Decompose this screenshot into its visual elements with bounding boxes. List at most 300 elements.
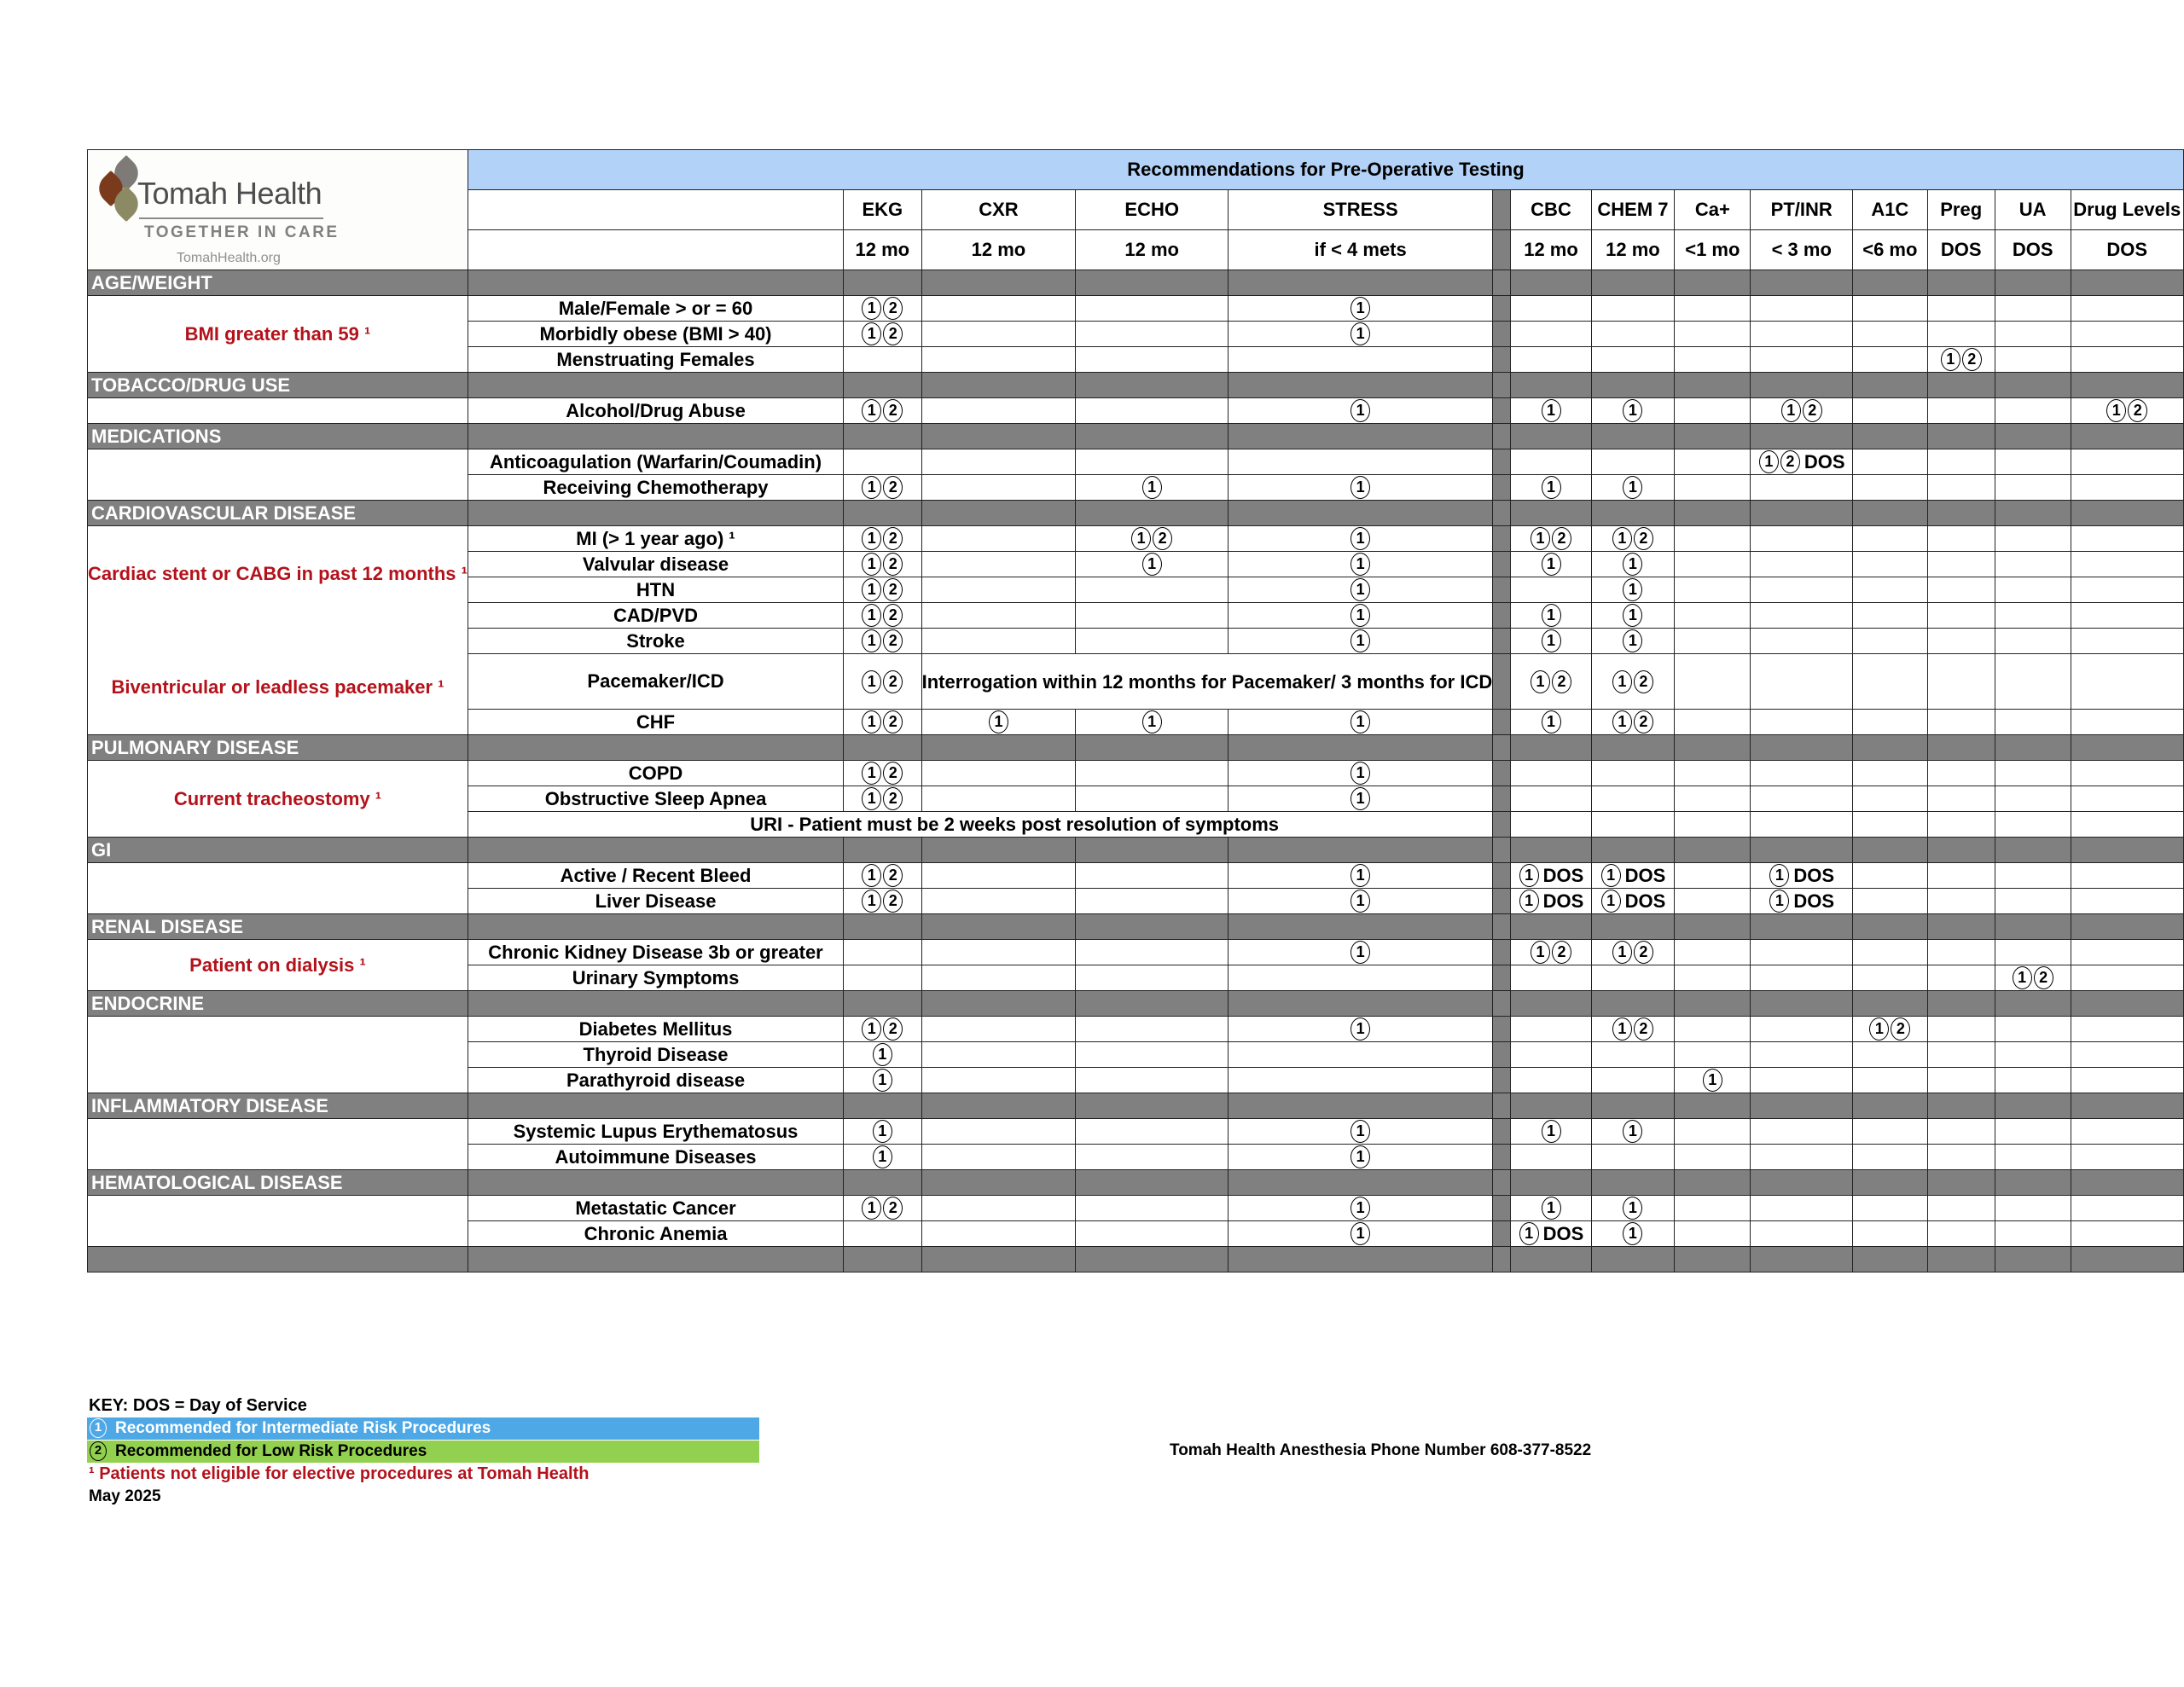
column-header-interval: 12 mo (921, 230, 1076, 270)
test-cell (1076, 449, 1228, 475)
section-fill (1493, 373, 1511, 398)
section-fill (1927, 424, 1995, 449)
test-cell (1591, 629, 1675, 654)
column-header-test: Preg (1927, 190, 1995, 230)
section-fill (1591, 735, 1675, 761)
circled-two-icon: 2 (883, 762, 903, 785)
section-fill (1076, 373, 1228, 398)
test-cell (1228, 786, 1493, 812)
anesthesia-phone: Tomah Health Anesthesia Phone Number 608-377-8522 (1170, 1441, 1592, 1459)
section-header-row (88, 373, 2184, 398)
test-cell (1076, 526, 1228, 552)
spacer-column (1493, 347, 1511, 373)
test-cell (1076, 761, 1228, 786)
circled-two-icon: 2 (883, 297, 903, 320)
tomah-health-logo (88, 150, 344, 270)
section-fill (2071, 914, 2184, 940)
test-cell (1076, 1196, 1228, 1221)
circled-one-icon: 1 (1350, 1222, 1370, 1245)
test-cell (2071, 296, 2184, 322)
test-cell (1995, 786, 2071, 812)
circled-one-icon: 1 (1142, 476, 1162, 499)
section-fill (921, 373, 1076, 398)
test-cell (1076, 629, 1228, 654)
section-fill (1591, 1170, 1675, 1196)
footer-fill (1591, 1247, 1675, 1272)
spacer-column (1493, 1119, 1511, 1145)
test-cell (844, 347, 922, 373)
circled-one-icon: 1 (1601, 890, 1621, 913)
section-fill (1511, 735, 1591, 761)
section-header-row (88, 1093, 2184, 1119)
test-cell (1995, 552, 2071, 577)
logo-cell (88, 150, 468, 270)
section-fill (1228, 424, 1493, 449)
section-fill (1493, 838, 1511, 863)
test-cell (1675, 398, 1751, 424)
test-cell (1927, 863, 1995, 889)
preop-testing-table (87, 149, 2184, 1272)
circled-one-icon: 1 (862, 762, 881, 785)
section-fill (1511, 501, 1591, 526)
logo-divider (139, 217, 323, 219)
section-fill (1493, 1170, 1511, 1196)
circled-one-icon: 1 (1519, 864, 1539, 887)
circled-one-icon: 1 (1131, 527, 1151, 550)
section-fill (1853, 735, 1927, 761)
test-cell (1675, 1196, 1751, 1221)
test-cell (1511, 322, 1591, 347)
test-cell (1511, 577, 1591, 603)
test-cell (1076, 940, 1228, 965)
spacer-column (1493, 965, 1511, 991)
section-fill (2071, 838, 2184, 863)
test-cell (1228, 1119, 1493, 1145)
dos-label: DOS (1542, 1222, 1584, 1244)
spacer-column (1493, 629, 1511, 654)
section-fill (1675, 991, 1751, 1017)
column-header-interval: DOS (1995, 230, 2071, 270)
circled-one-icon: 1 (1542, 1197, 1561, 1220)
test-cell (1076, 1119, 1228, 1145)
test-cell (1675, 1221, 1751, 1247)
circled-two-icon: 2 (1153, 527, 1172, 550)
test-cell (844, 629, 922, 654)
test-cell (1927, 654, 1995, 710)
circled-one-icon: 1 (862, 710, 881, 733)
circled-two-icon: 2 (1780, 450, 1800, 473)
section-fill (1853, 838, 1927, 863)
ineligible-notes (88, 296, 468, 373)
test-cell (1675, 1145, 1751, 1170)
section-fill (921, 1093, 1076, 1119)
test-cell (1675, 603, 1751, 629)
test-cell (1751, 1145, 1853, 1170)
circled-two-icon: 2 (2034, 966, 2053, 989)
section-title: ENDOCRINE (88, 991, 468, 1017)
test-cell (921, 526, 1076, 552)
section-fill (1927, 735, 1995, 761)
test-cell (1927, 1017, 1995, 1042)
test-cell (1591, 863, 1675, 889)
test-cell (1228, 965, 1493, 991)
test-cell (2071, 526, 2184, 552)
section-fill (921, 1170, 1076, 1196)
section-fill (1493, 424, 1511, 449)
test-cell (2071, 1119, 2184, 1145)
section-fill (1751, 501, 1853, 526)
test-cell (1511, 475, 1591, 501)
test-cell (1751, 940, 1853, 965)
test-cell (1591, 786, 1675, 812)
circled-two-icon: 2 (883, 787, 903, 810)
footer-fill (1228, 1247, 1493, 1272)
test-cell (1853, 449, 1927, 475)
test-cell (1228, 322, 1493, 347)
test-cell (1927, 761, 1995, 786)
test-cell (1076, 1068, 1228, 1093)
section-header-row (88, 270, 2184, 296)
test-cell (1927, 449, 1995, 475)
test-cell (1853, 603, 1927, 629)
section-fill (1751, 991, 1853, 1017)
test-cell (2071, 603, 2184, 629)
test-cell (921, 1221, 1076, 1247)
page-title: Recommendations for Pre-Operative Testing (468, 150, 2183, 190)
section-fill (1228, 501, 1493, 526)
section-fill (2071, 1170, 2184, 1196)
spacer-column (1493, 230, 1511, 270)
table-row (88, 863, 2184, 889)
test-cell (1228, 526, 1493, 552)
test-cell (844, 603, 922, 629)
circled-one-icon: 1 (1623, 553, 1642, 576)
section-fill (1853, 991, 1927, 1017)
test-cell (1076, 347, 1228, 373)
section-fill (1927, 991, 1995, 1017)
test-cell (1591, 475, 1675, 501)
test-cell (1675, 347, 1751, 373)
test-cell (921, 965, 1076, 991)
test-cell (1853, 577, 1927, 603)
test-cell (844, 710, 922, 735)
circled-one-icon: 1 (873, 1043, 892, 1066)
test-cell (1927, 603, 1995, 629)
test-cell (1511, 1221, 1591, 1247)
spacer-column (1493, 1042, 1511, 1068)
test-cell (1228, 577, 1493, 603)
spacer-column (1493, 863, 1511, 889)
section-fill (1751, 838, 1853, 863)
ineligible-notes (88, 1017, 468, 1093)
test-cell (844, 654, 922, 710)
test-cell (1995, 475, 2071, 501)
test-cell (1853, 1221, 1927, 1247)
section-fill (1591, 1093, 1675, 1119)
column-header-interval: 12 mo (844, 230, 922, 270)
section-title: INFLAMMATORY DISEASE (88, 1093, 468, 1119)
circled-one-icon: 1 (1612, 1017, 1632, 1041)
test-cell (1751, 322, 1853, 347)
circled-one-icon: 1 (1869, 1017, 1889, 1041)
test-cell (844, 965, 922, 991)
circled-one-icon: 1 (1531, 527, 1550, 550)
test-cell (921, 1196, 1076, 1221)
test-cell (844, 940, 922, 965)
circled-two-icon: 2 (883, 604, 903, 627)
dos-label: DOS (1624, 890, 1666, 912)
circled-one-icon: 1 (862, 297, 881, 320)
test-cell (1927, 940, 1995, 965)
test-cell (1751, 603, 1853, 629)
spacer-column (1493, 1196, 1511, 1221)
circled-two-icon: 2 (883, 670, 903, 693)
test-cell (1511, 449, 1591, 475)
test-cell (1927, 552, 1995, 577)
test-cell (844, 475, 922, 501)
test-cell (1853, 552, 1927, 577)
footer-fill (1675, 1247, 1751, 1272)
column-header-test: A1C (1853, 190, 1927, 230)
revision-date: May 2025 (89, 1487, 161, 1505)
dos-label: DOS (1793, 864, 1835, 886)
test-cell (844, 889, 922, 914)
section-fill (1675, 424, 1751, 449)
section-fill (921, 838, 1076, 863)
section-fill (1076, 1093, 1228, 1119)
circled-one-icon: 1 (1623, 399, 1642, 422)
circled-two-icon: 2 (1634, 941, 1653, 964)
test-cell (844, 1119, 922, 1145)
circled-one-icon: 1 (1769, 864, 1789, 887)
circled-one-icon: 1 (1350, 864, 1370, 887)
test-cell (1751, 347, 1853, 373)
test-cell (1853, 1119, 1927, 1145)
circled-one-icon: 1 (1542, 399, 1561, 422)
test-cell (1995, 629, 2071, 654)
test-cell (1675, 296, 1751, 322)
test-cell (1511, 1017, 1591, 1042)
test-cell (844, 398, 922, 424)
section-fill (1853, 270, 1927, 296)
dos-label: DOS (1793, 890, 1835, 912)
test-cell (1853, 761, 1927, 786)
circled-two-icon: 2 (883, 527, 903, 550)
test-cell (1076, 965, 1228, 991)
circled-two-icon: 2 (1552, 670, 1571, 693)
circled-one-icon: 1 (1350, 1197, 1370, 1220)
test-cell (1751, 812, 1853, 838)
test-cell (1675, 812, 1751, 838)
section-fill (844, 373, 922, 398)
test-cell (921, 1042, 1076, 1068)
section-fill (468, 270, 843, 296)
circled-one-icon: 1 (1350, 941, 1370, 964)
test-cell (1076, 1017, 1228, 1042)
footer-fill (921, 1247, 1076, 1272)
circled-two-icon: 2 (1634, 670, 1653, 693)
section-fill (1228, 270, 1493, 296)
section-title: HEMATOLOGICAL DISEASE (88, 1170, 468, 1196)
test-cell (2071, 1221, 2184, 1247)
test-cell (1511, 552, 1591, 577)
test-cell (1228, 1017, 1493, 1042)
test-cell (1995, 710, 2071, 735)
condition-label: Autoimmune Diseases (468, 1145, 843, 1170)
section-title: MEDICATIONS (88, 424, 468, 449)
section-fill (1076, 501, 1228, 526)
column-header-interval: 12 mo (1591, 230, 1675, 270)
section-fill (1591, 270, 1675, 296)
test-cell (1853, 347, 1927, 373)
section-fill (844, 424, 922, 449)
logo-tagline: TOGETHER IN CARE (144, 223, 340, 241)
section-fill (1927, 838, 1995, 863)
spacer-column (1493, 889, 1511, 914)
condition-label: Male/Female > or = 60 (468, 296, 843, 322)
spacer-column (1493, 1068, 1511, 1093)
section-fill (1675, 270, 1751, 296)
section-fill (1751, 914, 1853, 940)
circled-two-icon: 2 (1634, 710, 1653, 733)
key-label: Recommended for Low Risk Procedures (115, 1442, 427, 1460)
section-fill (1493, 914, 1511, 940)
key-intermediate-risk (87, 1417, 759, 1440)
spacer-column (1493, 812, 1511, 838)
table-row (88, 1196, 2184, 1221)
test-cell (1675, 889, 1751, 914)
ineligible-notes (88, 526, 468, 735)
table-row (88, 526, 2184, 552)
section-fill (1076, 914, 1228, 940)
circled-one-icon: 1 (1350, 787, 1370, 810)
test-cell (1675, 710, 1751, 735)
column-header-test: CXR (921, 190, 1076, 230)
test-cell (2071, 863, 2184, 889)
circled-one-icon: 1 (1531, 670, 1550, 693)
test-cell (921, 1119, 1076, 1145)
test-cell (1927, 786, 1995, 812)
test-cell (1076, 603, 1228, 629)
circled-one-icon: 1 (862, 1197, 881, 1220)
section-fill (1511, 838, 1591, 863)
circled-two-icon: 2 (883, 399, 903, 422)
condition-label: Metastatic Cancer (468, 1196, 843, 1221)
test-cell (1675, 629, 1751, 654)
spacer-column (1493, 654, 1511, 710)
test-cell (921, 603, 1076, 629)
circled-two-icon: 2 (1891, 1017, 1910, 1041)
section-fill (468, 1170, 843, 1196)
test-cell (1927, 812, 1995, 838)
test-cell (1853, 1196, 1927, 1221)
test-cell (1927, 889, 1995, 914)
ineligible-note: Biventricular or leadless pacemaker ¹ (111, 676, 444, 698)
test-cell (1511, 889, 1591, 914)
column-header-test: EKG (844, 190, 922, 230)
test-cell (1076, 552, 1228, 577)
test-cell (1927, 347, 1995, 373)
section-fill (1927, 270, 1995, 296)
test-cell (1591, 1068, 1675, 1093)
section-fill (1853, 914, 1927, 940)
test-cell (844, 552, 922, 577)
section-fill (1927, 1093, 1995, 1119)
footer-fill (468, 1247, 843, 1272)
test-cell (1591, 1196, 1675, 1221)
section-fill (921, 735, 1076, 761)
column-header-test: CHEM 7 (1591, 190, 1675, 230)
preop-testing-sheet (87, 149, 2184, 1415)
spacer-column (1493, 1145, 1511, 1170)
test-cell (1927, 1119, 1995, 1145)
test-cell (921, 322, 1076, 347)
test-cell (1228, 710, 1493, 735)
interrogation-note: Interrogation within 12 months for Pacemaker/ 3 months for ICD (921, 654, 1493, 710)
test-cell (1853, 654, 1927, 710)
circled-one-icon: 1 (862, 1017, 881, 1041)
section-fill (468, 373, 843, 398)
test-cell (1228, 1221, 1493, 1247)
condition-label: CAD/PVD (468, 603, 843, 629)
section-fill (468, 501, 843, 526)
section-fill (1591, 373, 1675, 398)
section-fill (2071, 501, 2184, 526)
test-cell (1927, 629, 1995, 654)
circled-one-icon: 1 (1623, 1197, 1642, 1220)
circled-one-icon: 1 (862, 890, 881, 913)
section-fill (1995, 991, 2071, 1017)
test-cell (1076, 577, 1228, 603)
test-cell (2071, 449, 2184, 475)
spacer-column (1493, 398, 1511, 424)
column-header-test: PT/INR (1751, 190, 1853, 230)
test-cell (1853, 475, 1927, 501)
section-fill (1853, 501, 1927, 526)
section-fill (1995, 1093, 2071, 1119)
test-cell (1675, 654, 1751, 710)
column-header-interval: DOS (2071, 230, 2184, 270)
section-header-row (88, 1170, 2184, 1196)
test-cell (1591, 1221, 1675, 1247)
section-fill (1591, 838, 1675, 863)
section-fill (1675, 501, 1751, 526)
test-cell (1751, 863, 1853, 889)
test-cell (1853, 786, 1927, 812)
test-cell (1591, 965, 1675, 991)
test-cell (1927, 1042, 1995, 1068)
circled-one-icon: 1 (1612, 941, 1632, 964)
circled-one-icon: 1 (1759, 450, 1779, 473)
section-fill (1927, 1170, 1995, 1196)
circled-one-icon: 1 (1623, 629, 1642, 652)
test-cell (1927, 475, 1995, 501)
circled-two-icon: 2 (883, 578, 903, 601)
section-fill (1228, 838, 1493, 863)
circled-one-icon: 1 (862, 322, 881, 345)
section-fill (468, 735, 843, 761)
test-cell (1228, 940, 1493, 965)
spacer-column (1493, 1017, 1511, 1042)
test-cell (1228, 347, 1493, 373)
ineligible-notes (88, 940, 468, 991)
test-cell (1995, 1042, 2071, 1068)
condition-label: Anticoagulation (Warfarin/Coumadin) (468, 449, 843, 475)
test-cell (1228, 1196, 1493, 1221)
test-cell (1591, 761, 1675, 786)
test-cell (1675, 1119, 1751, 1145)
circled-one-icon: 1 (1623, 1222, 1642, 1245)
